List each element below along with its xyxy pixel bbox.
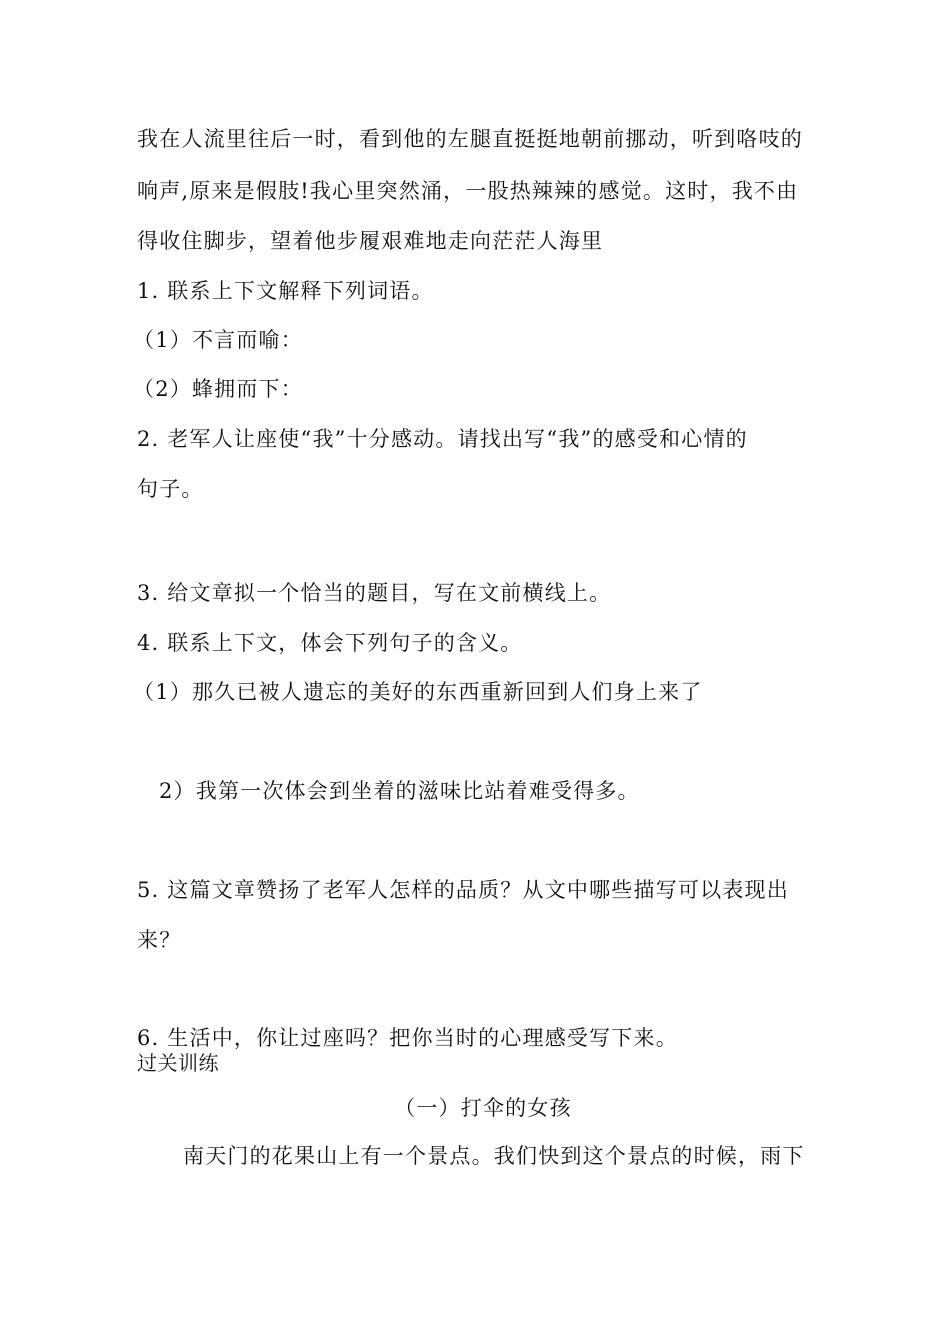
question-4-item-2: 2）我第一次体会到坐着的滋味比站着难受得多。 bbox=[159, 779, 640, 803]
passage-line-2: 响声,原来是假肢!我心里突然涌，一股热辣辣的感觉。这时，我不由 bbox=[137, 179, 799, 203]
question-2-line-2: 句子。 bbox=[137, 477, 204, 501]
question-4: 4. 联系上下文，体会下列句子的含义。 bbox=[137, 631, 523, 655]
question-1-item-1: （1）不言而喻： bbox=[133, 328, 303, 352]
passage-line-3: 得收住脚步，望着他步履艰难地走向茫茫人海里 bbox=[137, 229, 604, 253]
story-title: （一）打伞的女孩 bbox=[394, 1096, 572, 1120]
passage-line-1: 我在人流里往后一时，看到他的左腿直挺挺地朝前挪动，听到咯吱的 bbox=[137, 127, 803, 151]
question-2-line-1: 2. 老军人让座使“我”十分感动。请找出写“我”的感受和心情的 bbox=[137, 427, 748, 451]
question-1-item-2: （2）蜂拥而下： bbox=[133, 377, 303, 401]
question-5-line-2: 来？ bbox=[137, 928, 182, 952]
question-6: 6. 生活中，你让过座吗？把你当时的心理感受写下来。 bbox=[137, 1026, 678, 1050]
question-3: 3. 给文章拟一个恰当的题目，写在文前横线上。 bbox=[137, 581, 612, 605]
question-1: 1. 联系上下文解释下列词语。 bbox=[137, 279, 434, 303]
question-4-item-1: （1）那久已被人遗忘的美好的东西重新回到人们身上来了 bbox=[133, 680, 703, 704]
story-paragraph-line-1: 南天门的花果山上有一个景点。我们快到这个景点的时候，雨下 bbox=[183, 1144, 805, 1168]
question-5-line-1: 5. 这篇文章赞扬了老军人怎样的品质？从文中哪些描写可以表现出 bbox=[137, 878, 789, 902]
section-heading: 过关训练 bbox=[137, 1051, 219, 1075]
